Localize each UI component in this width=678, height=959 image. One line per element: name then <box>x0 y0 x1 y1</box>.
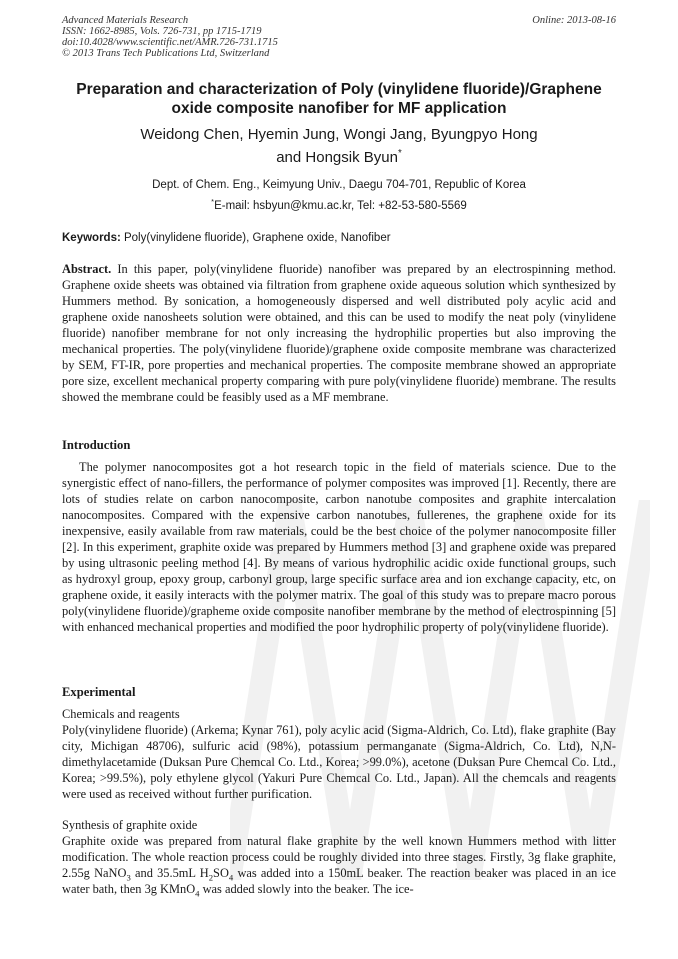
affiliation-dept: Dept. of Chem. Eng., Keimyung Univ., Daegu 704-701, Republic of Korea <box>152 179 526 191</box>
doi-line: doi:10.4028/www.scientific.net/AMR.726-731.1715 <box>62 37 278 48</box>
title-line-2: oxide composite nanofiber for MF application <box>171 100 507 117</box>
email-mark: * <box>211 197 215 207</box>
chemicals-paragraph: Poly(vinylidene fluoride) (Arkema; Kynar 761), poly acylic acid (Sigma-Aldrich, Co. Ltd), flake graphite (Bay city, Michigan 48706), sulfuric acid (98%), potassium permanganate (Sigma-Aldrich, Co. Ltd), N,N-dimethylacetamide (Duksan Pure Chemcal Co. Ltd., Korea; >99.0%), acetone (Duksan Pure Chemcal Co. Ltd., Korea; >99.5%), poly ethylene glycol (Yakuri Pure Chemcal Co. Ltd., Japan). All the chemcals and reagents were used as received without further purification. <box>62 723 616 801</box>
synthesis-text-2: and 35.5mL H <box>130 866 209 880</box>
subscript-3: 3 <box>126 872 131 883</box>
affiliation-contact <box>62 196 616 217</box>
paper-title <box>62 80 616 118</box>
experimental-heading: Experimental <box>62 685 136 699</box>
synthesis-text-3: SO <box>213 866 229 880</box>
issn-line: ISSN: 1662-8985, Vols. 726-731, pp 1715-1719 <box>62 26 262 37</box>
subscript-2: 2 <box>208 872 214 883</box>
affiliation <box>62 175 616 217</box>
authors-line-2-text: and Hongsik Byun <box>276 149 398 166</box>
keywords-line <box>62 231 616 245</box>
affiliation-email: E-mail: hsbyun@kmu.ac.kr, Tel: +82-53-580-5569 <box>214 200 467 212</box>
journal-name: Advanced Materials Research <box>62 15 189 26</box>
synthesis-text-5: was added slowly into the beaker. The ice- <box>199 882 414 896</box>
title-line-1: Preparation and characterization of Poly (vinylidene fluoride)/Graphene <box>76 81 602 98</box>
abstract-text: In this paper, poly(vinylidene fluoride) nanofiber was prepared by an electrospinning method. Graphene oxide sheets was obtained via filtration from graphene oxide aqueous solution which synthesized by Hummers method. By sonication, a homogeneously dispersed and well distributed poly acylic acid and graphene oxide nanosheets solution were obtained, and this can be used to modify the neat poly (vinylidene fluoride) nanofiber membrane for not only increasing the hydrophilic properties but also improving the mechanical properties. The poly(vinylidene fluoride)/graphene oxide composite membrane was characterized by SEM, FT-IR, pore properties and mechanical properties. The composite membrane showed an appropriate pore size, excellent mechanical property comparing with pure poly(vinylidene fluoride) membrane. The results showed the membrane could be feasibly used as a MF membrane. <box>62 262 616 404</box>
journal-header <box>62 15 616 59</box>
author-list <box>62 123 616 169</box>
abstract-label: Abstract. <box>62 262 112 276</box>
subscript-4: 4 <box>228 872 234 883</box>
keywords-text: Poly(vinylidene fluoride), Graphene oxide, Nanofiber <box>120 232 391 244</box>
chemicals-subheading: Chemicals and reagents <box>62 707 180 721</box>
abstract-paragraph <box>62 261 616 405</box>
corresponding-mark: * <box>397 148 402 159</box>
synthesis-paragraph <box>62 833 616 897</box>
synthesis-text-1: Graphite oxide was prepared from natural flake graphite by the well known Hummers method with litter modification. The whole reaction process could be roughly divided into three stages. Firstly, 3g flake graphite, 2.55g NaNO <box>62 834 616 880</box>
synthesis-subheading: Synthesis of graphite oxide <box>62 818 198 832</box>
keywords-label: Keywords: <box>62 232 121 244</box>
introduction-paragraph: The polymer nanocomposites got a hot research topic in the field of materials science. Due to the synergistic effect of nano-fillers, the performance of polymer composites was improved [1]. Recently, there are lots of studies relate on carbon nanocomposite, carbon nanotube composites and graphite intercalation nanocomposites. Compared with the expensive carbon nanotubes, fullerenes, the graphene oxide for its inexpensive, easily available from raw materials, could be the best choice of the polymer nanocomposite filler [2]. In this experiment, graphite oxide was prepared by Hummers method [3] and graphene oxide was prepared by using ultrasonic peeling method [4]. By means of various hydrophilic acidic oxide functional groups, such as hydroxyl group, epoxy group, carbonyl group, large specific surface area and ion exchange capacity, etc, on graphene oxide, it easily interacts with the polymer matrix. The goal of this study was to prepare macro porous poly(vinylidene fluoride)/grapheme oxide composite nanofiber membrane by the method of electrospinning [5] with enhanced mechanical properties and modified the poor hydrophilic property of poly(vinylidene fluoride). <box>62 460 616 634</box>
synthesis-text-4: was added into a 150mL beaker. The reaction beaker was placed in an ice water bath, then 3g KMnO <box>62 866 617 896</box>
copyright-line: © 2013 Trans Tech Publications Ltd, Switzerland <box>62 48 270 59</box>
authors-line-1: Weidong Chen, Hyemin Jung, Wongi Jang, Byungpyo Hong <box>140 126 538 143</box>
online-date: Online: 2013-08-16 <box>532 15 616 26</box>
introduction-heading: Introduction <box>62 438 131 452</box>
authors-line-2 <box>62 146 616 169</box>
subscript-4b: 4 <box>195 888 200 899</box>
